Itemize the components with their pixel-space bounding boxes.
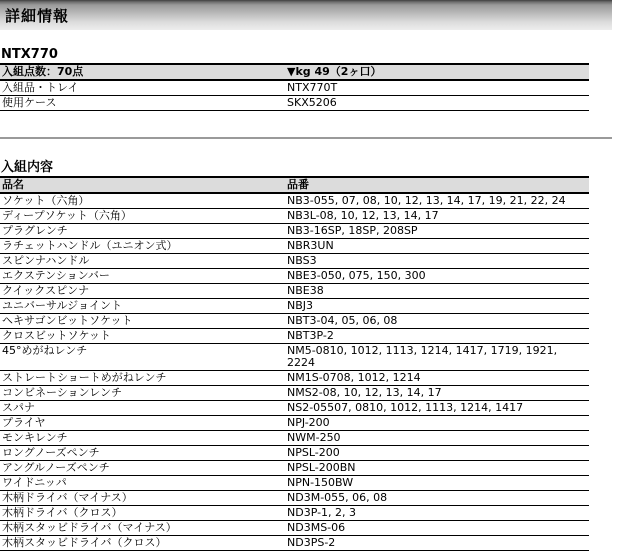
spec-row-name: 入組品・トレイ [0, 80, 285, 96]
item-name: ユニバーサルジョイント [0, 299, 285, 314]
item-part-number: NBE38 [285, 284, 589, 299]
spec-row [0, 96, 589, 111]
contents-table [0, 176, 589, 551]
table-row [0, 299, 589, 314]
item-name: アングルノーズペンチ [0, 461, 285, 476]
item-part-number: NBR3UN [285, 239, 589, 254]
item-name: ワイドニッパ [0, 476, 285, 491]
item-part-number: NPSL-200 [285, 446, 589, 461]
table-row [0, 224, 589, 239]
item-part-number: ND3MS-06 [285, 521, 589, 536]
item-part-number: NMS2-08, 10, 12, 13, 14, 17 [285, 386, 589, 401]
contents-header-row [0, 177, 589, 193]
table-row [0, 371, 589, 386]
item-name: スピンナハンドル [0, 254, 285, 269]
item-part-number: NBE3-050, 075, 150, 300 [285, 269, 589, 284]
contents-table-body [0, 177, 589, 551]
contents-section-title: 入組内容 [1, 160, 54, 175]
table-row [0, 446, 589, 461]
table-row [0, 314, 589, 329]
item-part-number: NWM-250 [285, 431, 589, 446]
item-name: クロスビットソケット [0, 329, 285, 344]
item-part-number: ND3M-055, 06, 08 [285, 491, 589, 506]
item-part-number: NPSL-200BN [285, 461, 589, 476]
item-part-number: NB3L-08, 10, 12, 13, 14, 17 [285, 209, 589, 224]
table-row [0, 344, 589, 371]
table-row [0, 386, 589, 401]
item-name: 45°めがねレンチ [0, 344, 285, 371]
item-part-number: NBS3 [285, 254, 589, 269]
table-row [0, 506, 589, 521]
item-part-number: NPJ-200 [285, 416, 589, 431]
table-row [0, 476, 589, 491]
item-part-number: ND3P-1, 2, 3 [285, 506, 589, 521]
table-row [0, 431, 589, 446]
item-name: エクステンションバー [0, 269, 285, 284]
item-name: クイックスピンナ [0, 284, 285, 299]
product-model-title: NTX770 [1, 47, 58, 62]
section-divider [0, 137, 612, 139]
contents-section [0, 160, 612, 551]
column-header-item-name: 品名 [0, 177, 285, 193]
item-part-number: NB3-16SP, 18SP, 208SP [285, 224, 589, 239]
table-row [0, 209, 589, 224]
spec-row [0, 80, 589, 96]
item-name: コンビネーションレンチ [0, 386, 285, 401]
item-part-number: NPN-150BW [285, 476, 589, 491]
table-row [0, 416, 589, 431]
spec-row-value: SKX5206 [285, 96, 589, 111]
item-name: ディープソケット（六角） [0, 209, 285, 224]
item-name: 木柄ドライバ（クロス） [0, 506, 285, 521]
table-row [0, 491, 589, 506]
product-spec-section [0, 47, 612, 111]
item-name: 木柄スタッビドライバ（マイナス） [0, 521, 285, 536]
item-name: プラグレンチ [0, 224, 285, 239]
item-part-number: NBJ3 [285, 299, 589, 314]
spec-table [0, 63, 589, 111]
table-row [0, 254, 589, 269]
section-header-bar [0, 0, 612, 30]
page-title: 詳細情報 [5, 6, 70, 25]
table-row [0, 461, 589, 476]
table-row [0, 401, 589, 416]
table-row [0, 193, 589, 209]
spec-row-name: 使用ケース [0, 96, 285, 111]
item-name: ストレートショートめがねレンチ [0, 371, 285, 386]
item-part-number: ND3PS-2 [285, 536, 589, 551]
item-name: ロングノーズペンチ [0, 446, 285, 461]
item-part-number: NM5-0810, 1012, 1113, 1214, 1417, 1719, 1921, 2224 [285, 344, 589, 371]
spec-row-value: NTX770T [285, 80, 589, 96]
item-name: 木柄ドライバ（マイナス） [0, 491, 285, 506]
item-name: モンキレンチ [0, 431, 285, 446]
item-name: 木柄スタッビドライバ（クロス） [0, 536, 285, 551]
table-row [0, 284, 589, 299]
item-name: スパナ [0, 401, 285, 416]
table-row [0, 521, 589, 536]
table-row [0, 269, 589, 284]
item-name: ソケット（六角） [0, 193, 285, 209]
table-row [0, 239, 589, 254]
item-name: ラチェットハンドル（ユニオン式） [0, 239, 285, 254]
item-part-number: NB3-055, 07, 08, 10, 12, 13, 14, 17, 19, 21, 22, 24 [285, 193, 589, 209]
spec-piece-count: 入組点数：70点 [0, 64, 285, 80]
column-header-part-number: 品番 [285, 177, 589, 193]
table-row [0, 536, 589, 551]
item-name: プライヤ [0, 416, 285, 431]
item-part-number: NS2-05507, 0810, 1012, 1113, 1214, 1417 [285, 401, 589, 416]
item-part-number: NM1S-0708, 1012, 1214 [285, 371, 589, 386]
spec-header-row [0, 64, 589, 80]
item-part-number: NBT3P-2 [285, 329, 589, 344]
item-name: ヘキサゴンビットソケット [0, 314, 285, 329]
table-row [0, 329, 589, 344]
item-part-number: NBT3-04, 05, 06, 08 [285, 314, 589, 329]
spec-weight: ▼kg 49（2ヶ口） [285, 64, 589, 80]
